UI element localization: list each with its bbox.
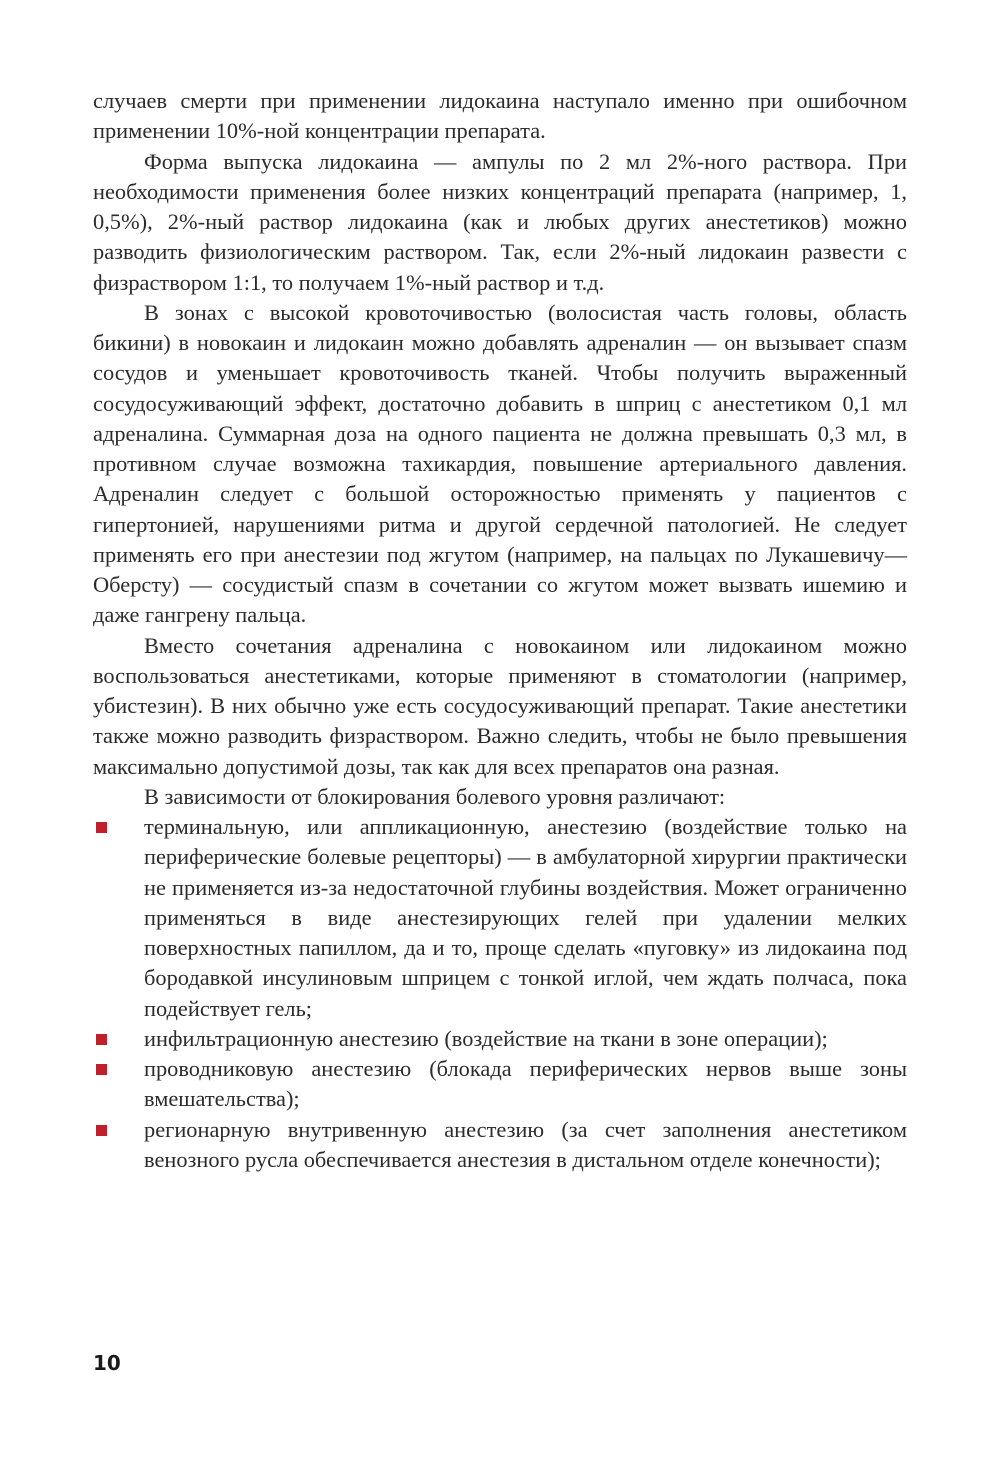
paragraph-continuation: случаев смерти при применении лидокаина наступало именно при ошибочном применении 10%-ной концентрации препарата. bbox=[93, 88, 907, 144]
paragraph-dental-anesthetics: Вместо сочетания адреналина с новокаином или лидокаином можно воспользоваться анестетиками, которые применяют в стоматологии (например, убистезин). В них обычно уже есть сосудосуживающий препарат. Такие анестетики также можно разводить физраствором. Важно следить, чтобы не было превышения максимально допустимой дозы, так как для всех препаратов она разная. bbox=[93, 632, 907, 779]
list-item bbox=[93, 812, 907, 1024]
page-body bbox=[93, 86, 907, 1175]
list-item bbox=[93, 1024, 907, 1054]
anesthesia-types-list bbox=[93, 812, 907, 1175]
list-item-text: терминальную, или аппликационную, анестезию (воздействие только на периферические болевые рецепторы) — в амбулаторной хирургии практически не применяется из-за недостаточной глубины воздействия. Может ограниченно применяться в виде анестезирующих гелей при удалении мелких поверхностных папиллом, да и то, проще сделать «пуговку» из лидокаина под бородавкой инсулиновым шприцем с тонкой иглой, чем ждать полчаса, пока подействует гель; bbox=[144, 814, 907, 1021]
list-item bbox=[93, 1115, 907, 1176]
paragraph-adrenaline: В зонах с высокой кровоточивостью (волосистая часть головы, область бикини) в новокаин и лидокаин можно добавлять адреналин — он вызывает спазм сосудов и уменьшает кровоточивость тканей. Чтобы получить выраженный сосудосуживающий эффект, достаточно добавить в шприц с анестетиком 0,1 мл адреналина. Суммарная доза на одного пациента не должна превышать 0,3 мл, в противном случае возможна тахикардия, повышение артериального давления. Адреналин следует с большой осторожностью применять у пациентов с гипертонией, нарушениями ритма и другой сердечной патологией. Не следует применять его при анестезии под жгутом (например, на пальцах по Лукашевичу—Оберсту) — сосудистый спазм в сочетании со жгутом может вызвать ишемию и даже гангрену пальца. bbox=[93, 299, 907, 628]
paragraph-classification-intro: В зависимости от блокирования болевого уровня различают: bbox=[144, 783, 726, 809]
paragraph-lidocaine-form: Форма выпуска лидокаина — ампулы по 2 мл 2%-ного раствора. При необходимости применения более низких концентраций препарата (например, 1, 0,5%), 2%-ный раствор лидокаина (как и любых других анестетиков) можно разводить физиологическим раствором. Так, если 2%-ный лидокаин развести с физраствором 1:1, то получаем 1%-ный раствор и т.д. bbox=[93, 148, 907, 295]
square-bullet-icon bbox=[96, 822, 107, 833]
square-bullet-icon bbox=[96, 1125, 107, 1136]
page-number: 10 bbox=[93, 1351, 121, 1375]
list-item-text: инфильтрационную анестезию (воздействие на ткани в зоне операции); bbox=[144, 1025, 828, 1051]
list-item-text: регионарную внутривенную анестезию (за счет заполнения анестетиком венозного русла обеспечивается анестезия в дистальном отделе конечности); bbox=[144, 1116, 907, 1172]
list-item-text: проводниковую анестезию (блокада периферических нервов выше зоны вмешательства); bbox=[144, 1056, 907, 1112]
square-bullet-icon bbox=[96, 1034, 107, 1045]
list-item bbox=[93, 1054, 907, 1115]
square-bullet-icon bbox=[96, 1064, 107, 1075]
